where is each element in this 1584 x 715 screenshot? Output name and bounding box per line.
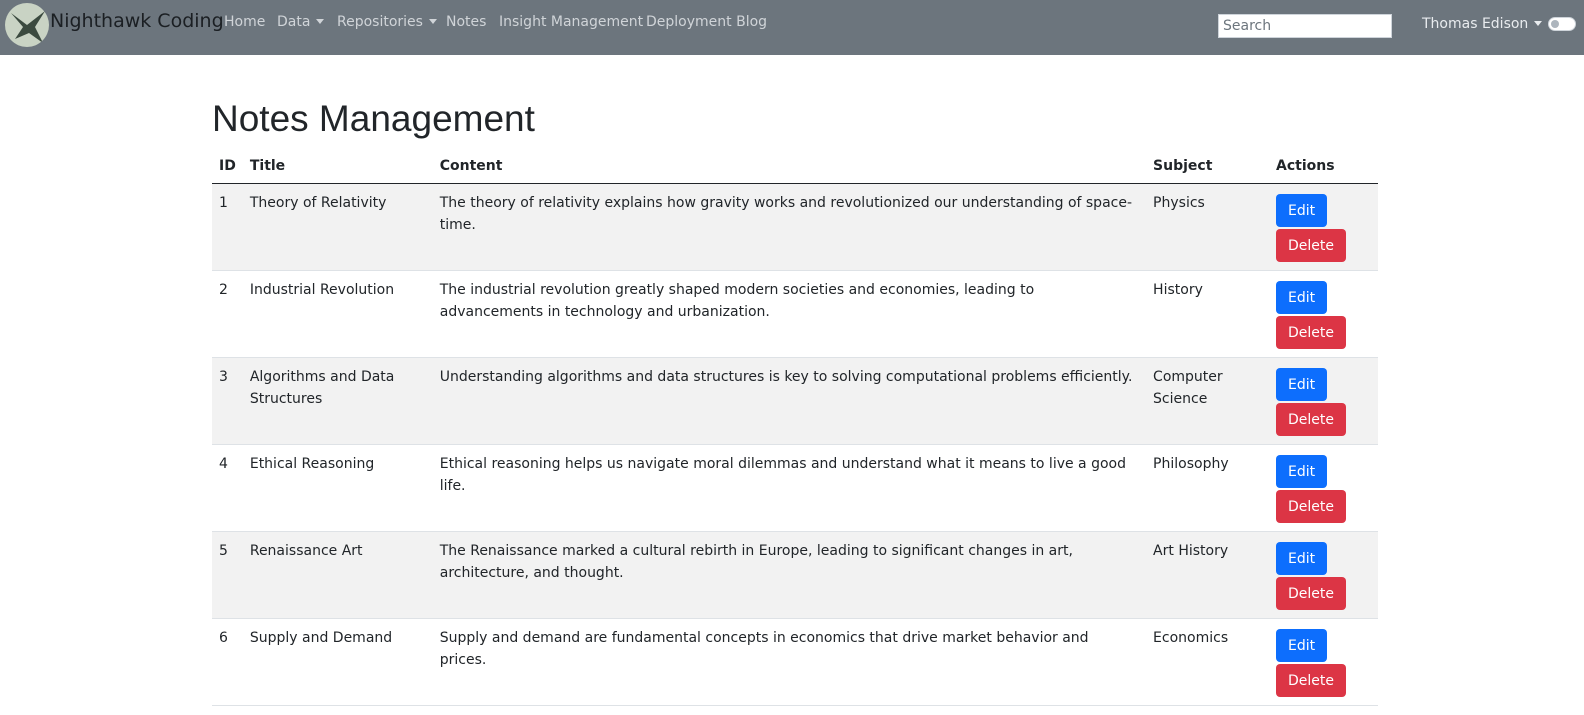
page-title: Notes Management [212, 98, 535, 139]
delete-button[interactable]: Delete [1276, 229, 1346, 262]
note-actions [1269, 619, 1378, 706]
note-content: Understanding algorithms and data structures is key to solving computational problems efficiently. [433, 358, 1146, 445]
edit-button[interactable]: Edit [1276, 629, 1327, 662]
chevron-down-icon [316, 19, 324, 24]
edit-button[interactable]: Edit [1276, 281, 1327, 314]
nav-data-label: Data [277, 14, 311, 30]
note-content: Ethical reasoning helps us navigate moral dilemmas and understand what it means to live a good life. [433, 445, 1146, 532]
note-content: Supply and demand are fundamental concepts in economics that drive market behavior and prices. [433, 619, 1146, 706]
note-actions [1269, 445, 1378, 532]
column-header-id: ID [212, 151, 243, 184]
search-input[interactable] [1218, 14, 1392, 38]
note-id: 5 [212, 532, 243, 619]
note-actions [1269, 184, 1378, 271]
note-id: 1 [212, 184, 243, 271]
user-name: Thomas Edison [1422, 16, 1529, 32]
nav-data-dropdown[interactable] [277, 14, 324, 30]
table-row [212, 271, 1378, 358]
column-header-title: Title [243, 151, 433, 184]
note-title: Ethical Reasoning [243, 445, 433, 532]
note-id: 2 [212, 271, 243, 358]
note-id: 4 [212, 445, 243, 532]
note-subject: Economics [1146, 619, 1269, 706]
chevron-down-icon [429, 19, 437, 24]
note-title: Industrial Revolution [243, 271, 433, 358]
delete-button[interactable]: Delete [1276, 577, 1346, 610]
edit-button[interactable]: Edit [1276, 194, 1327, 227]
table-row [212, 358, 1378, 445]
chevron-down-icon [1534, 21, 1542, 26]
delete-button[interactable]: Delete [1276, 490, 1346, 523]
notes-table [212, 151, 1378, 706]
nav-notes[interactable]: Notes [446, 14, 487, 30]
edit-button[interactable]: Edit [1276, 455, 1327, 488]
table-row [212, 532, 1378, 619]
note-content: The Renaissance marked a cultural rebirth in Europe, leading to significant changes in art, architecture, and thought. [433, 532, 1146, 619]
table-header-row [212, 151, 1378, 184]
nav-repositories-dropdown[interactable] [337, 14, 437, 30]
column-header-content: Content [433, 151, 1146, 184]
delete-button[interactable]: Delete [1276, 316, 1346, 349]
note-subject: Physics [1146, 184, 1269, 271]
theme-toggle[interactable] [1548, 17, 1576, 31]
note-id: 6 [212, 619, 243, 706]
table-row [212, 619, 1378, 706]
nav-repositories-label: Repositories [337, 14, 423, 30]
note-actions [1269, 271, 1378, 358]
note-subject: Philosophy [1146, 445, 1269, 532]
brand-name[interactable]: Nighthawk Coding [50, 10, 224, 32]
note-title: Theory of Relativity [243, 184, 433, 271]
note-id: 3 [212, 358, 243, 445]
delete-button[interactable]: Delete [1276, 664, 1346, 697]
note-content: The theory of relativity explains how gravity works and revolutionized our understanding of space-time. [433, 184, 1146, 271]
toggle-knob [1551, 20, 1559, 28]
delete-button[interactable]: Delete [1276, 403, 1346, 436]
table-row [212, 445, 1378, 532]
edit-button[interactable]: Edit [1276, 368, 1327, 401]
user-menu-dropdown[interactable] [1422, 16, 1542, 32]
note-subject: Computer Science [1146, 358, 1269, 445]
nav-deployment-blog[interactable]: Deployment Blog [646, 14, 768, 30]
note-title: Supply and Demand [243, 619, 433, 706]
note-title: Algorithms and Data Structures [243, 358, 433, 445]
column-header-subject: Subject [1146, 151, 1269, 184]
note-subject: Art History [1146, 532, 1269, 619]
column-header-actions: Actions [1269, 151, 1378, 184]
note-actions [1269, 358, 1378, 445]
note-content: The industrial revolution greatly shaped modern societies and economies, leading to advancements in technology and urbanization. [433, 271, 1146, 358]
nighthawk-logo-icon[interactable] [5, 3, 49, 47]
table-row [212, 184, 1378, 271]
nav-home[interactable]: Home [224, 14, 266, 30]
note-title: Renaissance Art [243, 532, 433, 619]
edit-button[interactable]: Edit [1276, 542, 1327, 575]
nav-insight-management[interactable]: Insight Management [499, 14, 644, 30]
note-actions [1269, 532, 1378, 619]
note-subject: History [1146, 271, 1269, 358]
navbar [0, 0, 1584, 55]
